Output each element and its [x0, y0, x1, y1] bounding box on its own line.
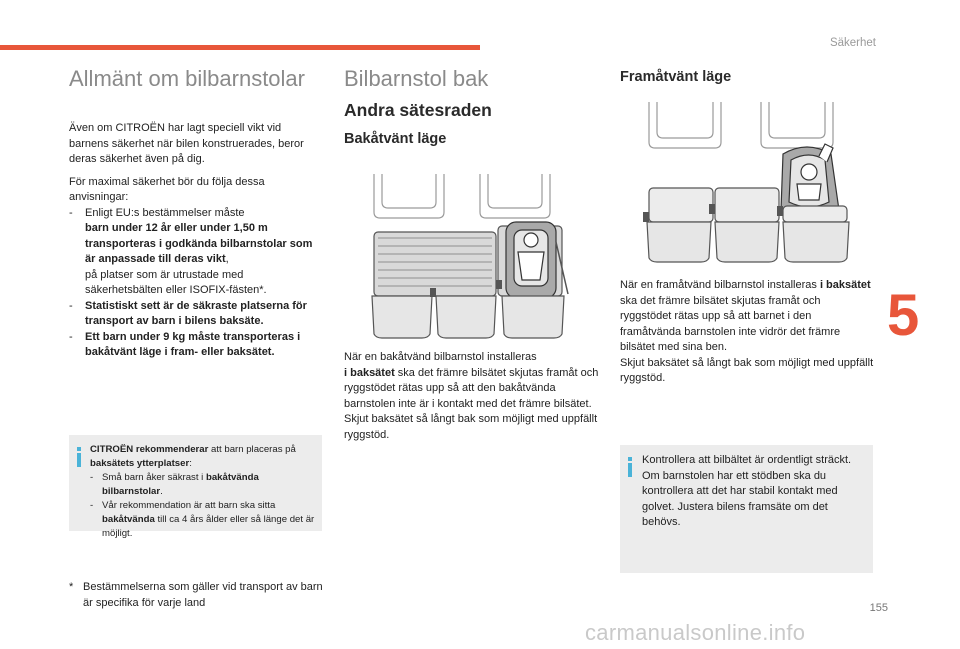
col2-heading: Bakåtvänt läge: [344, 131, 447, 147]
list-item: - Ett barn under 9 kg måste transporteras i bakåtvänt läge i fram- eller baksätet.: [69, 330, 301, 358]
list-item: - Statistiskt sett är de säkraste platserna för transport av barn i bilens baksäte.: [69, 299, 307, 327]
col1-title: Allmänt om bilbarnstolar: [69, 66, 305, 91]
info-box-seatbelt: Kontrollera att bilbältet är ordentligt sträckt. Om barnstolen har ett stödben ska du kontrollera att det har stabil kontakt med golvet. Justera bilens framsäte om det behövs.: [620, 445, 873, 573]
info-icon: [628, 457, 632, 477]
footnote: * Bestämmelserna som gäller vid transport av barn är specifika för varje land: [69, 581, 323, 609]
col2-subtitle: Andra sätesraden: [344, 100, 492, 120]
col3-heading: Framåtvänt läge: [620, 69, 732, 85]
list-item: - Små barn åker säkrast i bakåtvända bilbarnstolar.: [90, 472, 259, 497]
col1-lead: För maximal säkerhet bör du följa dessa anvisningar:: [69, 175, 265, 203]
col2-title: Bilbarnstol bak: [344, 66, 489, 91]
col3-body: När en framåtvänd bilbarnstol installeras i baksätet ska det främre bilsätet skjutas framåt och ryggstödet rätas upp så att barnet i den framåtvända barnstolen inte vidrör det främre bilsätet med sina ben. Skjut baksätet så långt bak som möjligt med uppfällt ryggstöd.: [620, 279, 874, 384]
section-label: Säkerhet: [829, 37, 876, 49]
info-icon: [77, 447, 81, 467]
rear-facing-seat-illustration: [368, 172, 573, 340]
forward-facing-seat-illustration: [643, 100, 855, 266]
col1-intro: Även om CITROËN har lagt speciell vikt vid barnens säkerhet när bilen konstruerades, beror deras säkerhet även på dig.: [69, 122, 304, 165]
col2-body: När en bakåtvänd bilbarnstol installeras i baksätet ska det främre bilsätet skjutas framåt och ryggstödet rätas upp så att den bakåtvända barnstolen inte är i kontakt med det främre bilsätet. Skjut baksätet så långt bak som möjligt med uppfällt ryggstöd.: [344, 351, 599, 441]
page-number: 155: [869, 602, 888, 614]
chapter-number: 5: [887, 283, 920, 348]
col1-body: [69, 121, 319, 361]
header-accent-bar: [0, 45, 480, 50]
list-item: - Vår rekommendation är att barn ska sitta bakåtvända till ca 4 års ålder eller så länge det är möjligt.: [90, 500, 315, 539]
info-box-recommendation: CITROËN rekommenderar att barn placeras på baksätets ytterplatser: - Små barn åker säkrast i bakåtvända bilbarnstolar. - Vår rekommendation är att barn ska sitta bakåtvända till ca 4 års ålder eller så länge det är möjligt.: [69, 435, 322, 531]
list-item: - Enligt EU:s bestämmelser måste barn under 12 år eller under 1,50 m transporteras i godkända bilbarnstolar som är anpassade till deras vikt, på platser som är utrustade med säkerhetsbälten eller ISOFIX-fästen*.: [69, 206, 313, 296]
watermark: carmanualsonline.info: [585, 620, 806, 645]
